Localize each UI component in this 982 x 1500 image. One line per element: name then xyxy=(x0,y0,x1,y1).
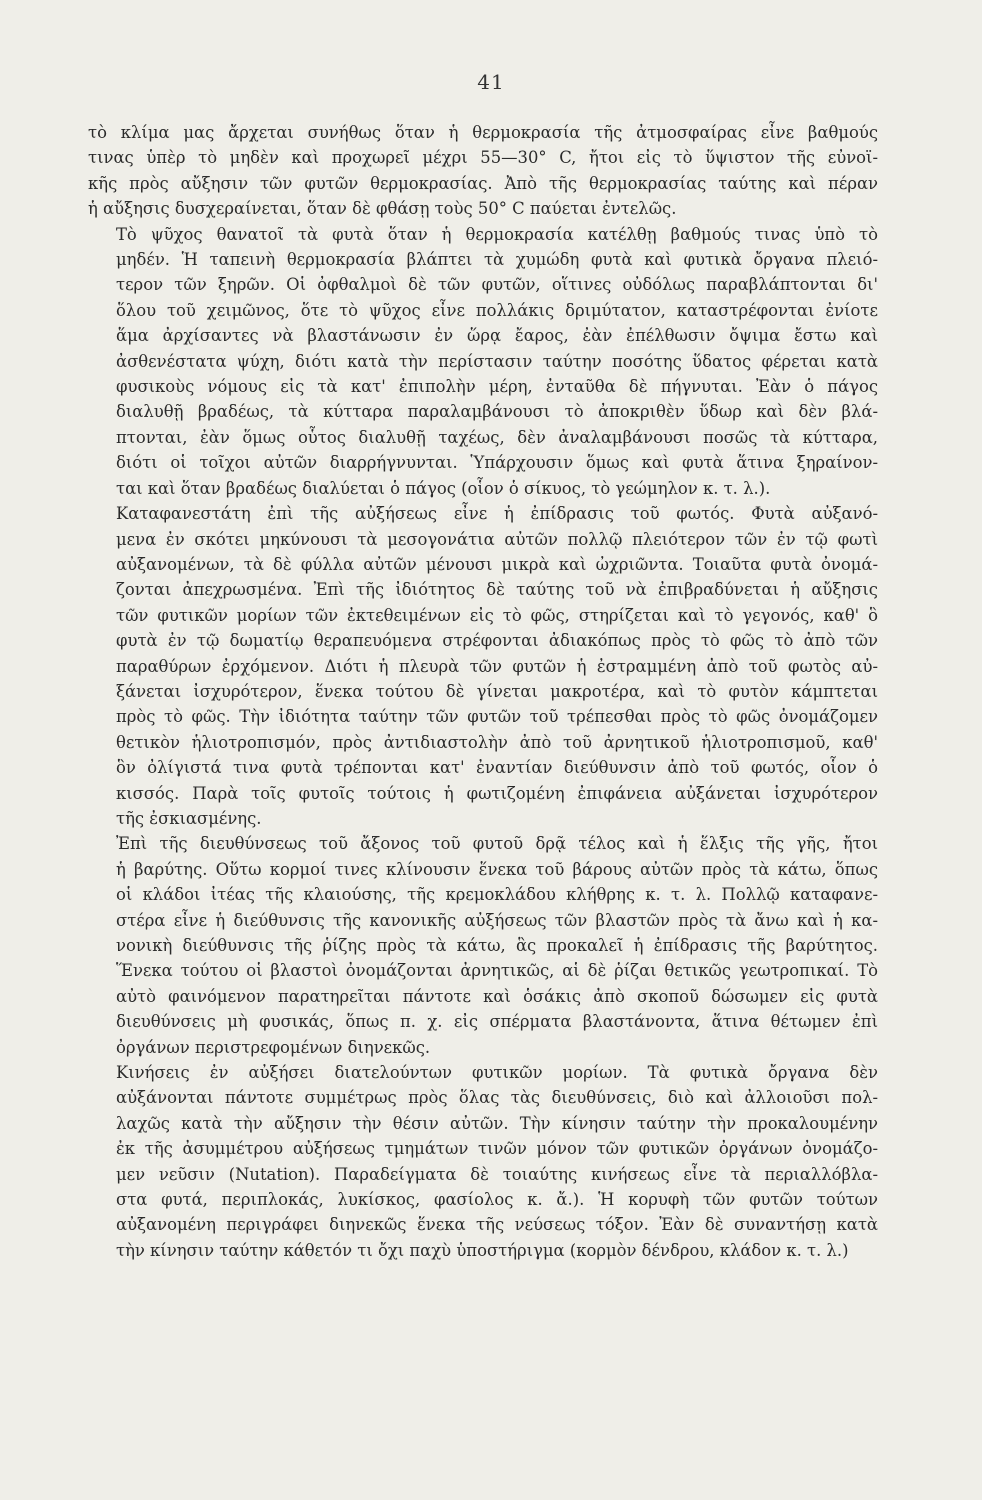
paragraph-3 xyxy=(88,501,878,831)
text-line: αὐξανομένων, τὰ δὲ φύλλα αὐτῶν μένουσι μικρὰ καὶ ὠχριῶντα. Τοιαῦτα φυτὰ ὀνομά- xyxy=(116,554,878,574)
text-line: πτονται, ἐὰν ὅμως οὗτος διαλυθῇ ταχέως, δὲν ἀναλαμβάνουσι ποσῶς τὰ κύτταρα, xyxy=(116,427,878,447)
text-line: τῆς ἐσκιασμένης. xyxy=(116,808,262,828)
text-line: τὸ κλίμα μας ἄρχεται συνήθως ὅταν ἡ θερμοκρασία τῆς ἀτμοσφαίρας εἶνε βαθμούς xyxy=(88,123,878,142)
text-line: μηδέν. Ἡ ταπεινὴ θερμοκρασία βλάπτει τὰ χυμώδη φυτὰ καὶ φυτικὰ ὄργανα πλειό- xyxy=(116,250,878,270)
text-line: ζονται ἀπεχρωσμένα. Ἐπὶ τῆς ἰδιότητος δὲ ταύτης τοῦ νὰ ἐπιβραδύνεται ἡ αὔξησις xyxy=(116,580,878,600)
text-line: νονικὴ διεύθυνσις τῆς ῥίζης πρὸς τὰ κάτω, ἃς προκαλεῖ ἡ ἐπίδρασις τῆς βαρύτητος. xyxy=(116,936,878,955)
text-line: κῆς πρὸς αὔξησιν τῶν φυτῶν θερμοκρασίας. Ἀπὸ τῆς θερμοκρασίας ταύτης καὶ πέραν xyxy=(88,173,878,193)
text-line: ὃν ὀλίγιστά τινα φυτὰ τρέπονται κατ' ἐναντίαν διεύθυνσιν ἀπὸ τοῦ φωτός, οἷον ὁ xyxy=(116,758,878,778)
text-line: ἅμα ἀρχίσαντες νὰ βλαστάνωσιν ἐν ὥρᾳ ἔαρος, ἐὰν ἐπέλθωσιν ὄψιμα ἔστω καὶ xyxy=(116,326,878,346)
paragraph-2 xyxy=(88,222,878,501)
text-line: οἱ κλάδοι ἰτέας τῆς κλαιούσης, τῆς κρεμοκλάδου κλήθρης κ. τ. λ. Πολλῷ καταφανε- xyxy=(116,885,878,905)
text-line: ὀργάνων περιστρεφομένων διηνεκῶς. xyxy=(116,1037,431,1057)
text-line: τὴν κίνησιν ταύτην κάθετόν τι ὄχι παχὺ ὑποστήριγμα (κορμὸν δένδρου, κλάδον κ. τ. λ.) xyxy=(116,1240,849,1260)
text-line: ἡ βαρύτης. Οὕτω κορμοί τινες κλίνουσιν ἕνεκα τοῦ βάρους αὐτῶν πρὸς τὰ κάτω, ὅπως xyxy=(116,859,878,879)
text-line: μεν νεῦσιν (Nutation). Παραδείγματα δὲ τοιαύτης κινήσεως εἶνε τὰ περιαλλόβλα- xyxy=(116,1164,878,1184)
text-line: ξάνεται ἰσχυρότερον, ἕνεκα τούτου δὲ γίνεται μακροτέρα, καὶ τὸ φυτὸν κάμπτεται xyxy=(116,681,878,701)
text-line: αὐξανομένη περιγράφει διηνεκῶς ἕνεκα τῆς νεύσεως τόξον. Ἐὰν δὲ συναντήσῃ κατὰ xyxy=(116,1215,878,1235)
text-line: ἡ αὔξησις δυσχεραίνεται, ὅταν δὲ φθάσῃ τοὺς 50° C παύεται ἐντελῶς. xyxy=(88,199,677,219)
text-line: φυτὰ ἐν τῷ δωματίῳ θεραπευόμενα στρέφονται ἀδιακόπως πρὸς τὸ φῶς τὸ ἀπὸ τῶν xyxy=(116,631,878,651)
text-line: διότι οἱ τοῖχοι αὐτῶν διαρρήγνυνται. Ὑπάρχουσιν ὅμως καὶ φυτὰ ἅτινα ξηραίνον- xyxy=(116,453,878,473)
text-line: Καταφανεστάτη ἐπὶ τῆς αὐξήσεως εἶνε ἡ ἐπίδρασις τοῦ φωτός. Φυτὰ αὐξανό- xyxy=(116,504,878,524)
body-text xyxy=(88,120,878,1263)
text-line: θετικὸν ἡλιοτροπισμόν, πρὸς ἀντιδιαστολὴν ἀπὸ τοῦ ἀρνητικοῦ ἡλιοτροπισμοῦ, καθ' xyxy=(116,732,878,752)
text-line: τερον τῶν ξηρῶν. Οἱ ὀφθαλμοὶ δὲ τῶν φυτῶν, οἵτινες οὐδόλως παραβλάπτονται δι' xyxy=(116,275,878,295)
text-line: τῶν φυτικῶν μορίων τῶν ἐκτεθειμένων εἰς τὸ φῶς, στηρίζεται καὶ τὸ γεγονός, καθ' ὃ xyxy=(116,605,878,625)
text-line: μενα ἐν σκότει μηκύνουσι τὰ μεσογονάτια αὐτῶν πολλῷ πλειότερον τῶν ἐν τῷ φωτὶ xyxy=(116,529,878,549)
text-line: Ἕνεκα τούτου οἱ βλαστοὶ ὀνομάζονται ἀρνητικῶς, αἱ δὲ ῥίζαι θετικῶς γεωτροπικαί. Τὸ xyxy=(116,961,878,981)
text-line: φυσικοὺς νόμους εἰς τὰ κατ' ἐπιπολὴν μέρη, ἐνταῦθα δὲ πήγνυται. Ἐὰν ὁ πάγος xyxy=(116,377,878,397)
text-line: ἀσθενέστατα ψύχη, διότι κατὰ τὴν περίστασιν ταύτην ποσότης ὕδατος φέρεται κατὰ xyxy=(116,351,878,371)
text-line: στέρα εἶνε ἡ διεύθυνσις τῆς κανονικῆς αὐξήσεως τῶν βλαστῶν πρὸς τὰ ἄνω καὶ ἡ κα- xyxy=(116,910,878,930)
text-line: τινας ὑπὲρ τὸ μηδὲν καὶ προχωρεῖ μέχρι 55—30° C, ἤτοι εἰς τὸ ὕψιστον τῆς εὐνοϊ- xyxy=(88,148,878,168)
text-line: ται καὶ ὅταν βραδέως διαλύεται ὁ πάγος (οἷον ὁ σίκυος, τὸ γεώμηλον κ. τ. λ.). xyxy=(116,478,771,498)
text-line: Τὸ ψῦχος θανατοῖ τὰ φυτὰ ὅταν ἡ θερμοκρασία κατέλθῃ βαθμούς τινας ὑπὸ τὸ xyxy=(116,224,878,244)
text-line: διαλυθῇ βραδέως, τὰ κύτταρα παραλαμβάνουσι τὸ ἀποκριθὲν ὕδωρ καὶ δὲν βλά- xyxy=(116,402,878,422)
page-number: 41 xyxy=(477,70,505,94)
text-line: στα φυτά, περιπλοκάς, λυκίσκος, φασίολος κ. ἄ.). Ἡ κορυφὴ τῶν φυτῶν τούτων xyxy=(116,1190,878,1210)
text-line: Ἐπὶ τῆς διευθύνσεως τοῦ ἄξονος τοῦ φυτοῦ δρᾷ τέλος καὶ ἡ ἕλξις τῆς γῆς, ἤτοι xyxy=(116,834,878,854)
text-line: πρὸς τὸ φῶς. Τὴν ἰδιότητα ταύτην τῶν φυτῶν τοῦ τρέπεσθαι πρὸς τὸ φῶς ὀνομάζομεν xyxy=(116,707,878,727)
paragraph-1 xyxy=(88,120,878,222)
text-line: ἐκ τῆς ἀσυμμέτρου αὐξήσεως τμημάτων τινῶν μόνον τῶν φυτικῶν ὀργάνων ὀνομάζο- xyxy=(116,1139,878,1159)
text-line: αὐτὸ φαινόμενον παρατηρεῖται πάντοτε καὶ ὁσάκις ἀπὸ σκοποῦ δώσωμεν εἰς φυτὰ xyxy=(116,986,878,1006)
text-line: διευθύνσεις μὴ φυσικάς, ὅπως π. χ. εἰς σπέρματα βλαστάνοντα, ἅτινα θέτωμεν ἐπὶ xyxy=(116,1012,878,1032)
text-line: αὐξάνονται πάντοτε συμμέτρως πρὸς ὅλας τὰς διευθύνσεις, διὸ καὶ ἀλλοιοῦσι πολ- xyxy=(116,1088,878,1108)
paragraph-4 xyxy=(88,831,878,1060)
text-line: κισσός. Παρὰ τοῖς φυτοῖς τούτοις ἡ φωτιζομένη ἐπιφάνεια αὐξάνεται ἰσχυρότερον xyxy=(116,783,878,803)
text-line: Κινήσεις ἐν αὐξήσει διατελούντων φυτικῶν μορίων. Τὰ φυτικὰ ὄργανα δὲν xyxy=(116,1063,878,1083)
text-line: παραθύρων ἐρχόμενον. Διότι ἡ πλευρὰ τῶν φυτῶν ἡ ἐστραμμένη ἀπὸ τοῦ φωτὸς αὐ- xyxy=(116,656,878,676)
text-line: λαχῶς κατὰ τὴν αὔξησιν τὴν θέσιν αὐτῶν. Τὴν κίνησιν ταύτην τὴν προκαλουμένην xyxy=(116,1113,878,1133)
paragraph-5 xyxy=(88,1060,878,1263)
text-line: ὅλου τοῦ χειμῶνος, ὅτε τὸ ψῦχος εἶνε πολλάκις δριμύτατον, καταστρέφονται ἐνίοτε xyxy=(116,300,878,320)
